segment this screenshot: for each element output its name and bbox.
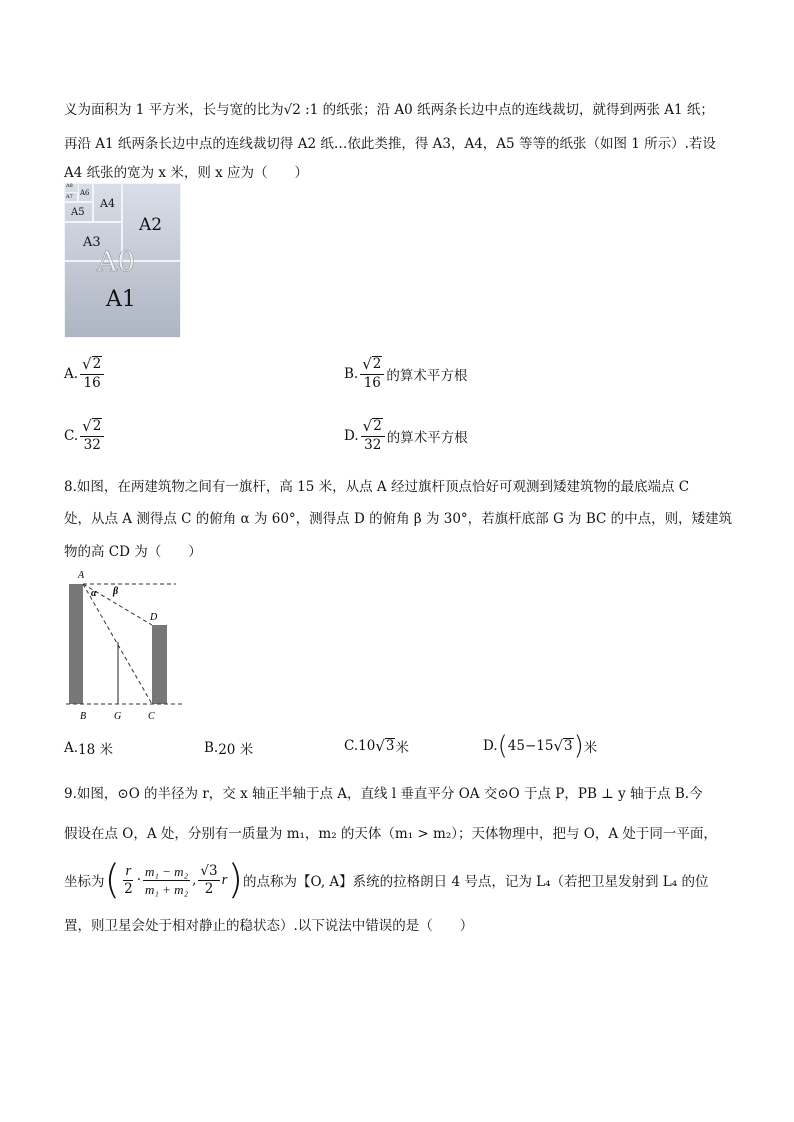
option-label: C. [64, 428, 79, 444]
q9-line-4: 置，则卫星会处于相对静止的稳状态）.以下说法中错误的是（ ） [64, 918, 474, 934]
radicand: 2 [372, 356, 382, 372]
label-b: B [80, 711, 87, 722]
label-a: A [78, 570, 85, 581]
tall-building [69, 584, 83, 704]
q7-option-c[interactable] [64, 418, 106, 454]
option-label: D. [344, 428, 359, 444]
q9-coord-prefix: 坐标为 [64, 874, 105, 890]
denominator: 32 [364, 437, 382, 453]
q9-line-2: 假设在点 O，A 处，分别有一质量为 m₁，m₂ 的天体（m₁ > m₂）；天体物理中，把与 O，A 处于同一平面， [64, 826, 717, 842]
denominator: 32 [83, 437, 101, 453]
q7-line-2: 再沿 A1 纸两条长边中点的连线裁切得 A2 纸…依此类推，得 A3，A4，A5 等等的纸张（如图 1 所示）.若设 [64, 136, 716, 152]
fraction-mass-ratio: $\frac{\text{m₁ − m₂}}{\text{m₁ + m₂}}$ [145, 863, 189, 897]
q8-option-b[interactable] [204, 738, 253, 758]
label-a8: A8 [66, 183, 73, 189]
fraction: √ 2 16 [80, 356, 104, 392]
option-label: B. [344, 366, 359, 382]
option-suffix: 的算术平方根 [386, 430, 468, 446]
label-a0: A0 [97, 245, 136, 278]
option-unit: 米 [395, 740, 409, 756]
option-label: D. [483, 738, 498, 754]
label-c: C [148, 711, 155, 722]
label-a5: A5 [71, 207, 85, 218]
label-g: G [114, 711, 122, 722]
option-label: A. [64, 366, 79, 382]
q8-line-1: 8.如图，在两建筑物之间有一旗杆，高 15 米，从点 A 经过旗杆顶点恰好可观测到矮建筑物的最底端点 C [64, 479, 690, 495]
label-d: D [150, 612, 158, 623]
option-label: B. [204, 740, 219, 756]
radicand: 2 [92, 418, 102, 434]
denominator: 16 [363, 375, 381, 391]
q8-line-3: 物的高 CD 为（ ） [64, 544, 202, 560]
option-coefficient: 10 [358, 738, 376, 754]
fraction-sqrt3-over-2: $\frac{√3}{2}$ [200, 862, 218, 897]
label-a3: A3 [83, 235, 101, 250]
q8-line-2: 处，从点 A 测得点 C 的俯角 α 为 60°，测得点 D 的俯角 β 为 30°，若旗杆底部 G 为 BC 的中点，则，矮建筑 [64, 511, 733, 527]
q9-line-3: 坐标为 ( $\frac{r}{2}$ · $\frac{\text{m₁ − m₂}}{\text{m₁ + m₂}}$ , $\frac{√3}{2}$ r ) 的点称为【O, A】系统的拉格朗日 4 号点，记为 L₄（若把卫星发射到 L₄ 的位 [64, 857, 709, 903]
option-label: A. [64, 740, 79, 756]
q7-line-1: 义为面积为 1 平方米，长与宽的比为√2 :1 的纸张；沿 A0 纸两条长边中点的连线裁切，就得到两张 A1 纸； [64, 102, 714, 118]
short-building [152, 625, 167, 704]
q7-option-a[interactable] [64, 356, 106, 392]
label-beta: β [113, 586, 119, 597]
q7-option-d[interactable] [344, 418, 468, 454]
label-a1: A1 [106, 287, 136, 312]
option-expression: 45−15 [507, 738, 554, 754]
denominator: 16 [83, 375, 101, 391]
q8-option-c[interactable]: C. 10 √ 3 米 [344, 737, 409, 756]
q8-option-d[interactable]: D. ( 45−15 √ 3 ) 米 [483, 731, 598, 761]
building-flagpole-figure [64, 568, 184, 726]
radicand: 3 [385, 738, 395, 754]
q9-coord-suffix: 的点称为【O, A】系统的拉格朗日 4 号点，记为 L₄（若把卫星发射到 L₄ 的位 [243, 874, 709, 890]
q9-line-1: 9.如图，⊙O 的半径为 r，交 x 轴正半轴于点 A，直线 l 垂直平分 OA 交⊙O 于点 P，PB ⊥ y 轴于点 B.今 [64, 786, 703, 802]
label-a6: A6 [80, 189, 90, 197]
fraction: √ 2 32 [80, 418, 104, 454]
option-unit: 米 [583, 740, 598, 756]
q7-option-b[interactable] [344, 356, 467, 392]
option-suffix: 的算术平方根 [386, 368, 468, 384]
label-a2: A2 [139, 215, 163, 235]
option-text: 18 米 [78, 742, 114, 758]
fraction-r-over-2: $\frac{r}{2}$ [124, 862, 133, 897]
paper-sizes-figure [64, 183, 181, 338]
radicand: 2 [373, 418, 382, 434]
label-a4: A4 [100, 197, 115, 210]
radicand: 3 [564, 738, 573, 754]
radicand: 2 [92, 356, 102, 372]
option-text: 20 米 [218, 742, 254, 758]
fraction: √ 2 32 [361, 418, 385, 454]
label-alpha: α [91, 588, 97, 599]
q7-line-3: A4 纸张的宽为 x 米，则 x 应为（ ） [64, 165, 309, 181]
label-a7: A7 [66, 194, 73, 200]
option-label: C. [344, 738, 359, 754]
fraction: √ 2 16 [360, 356, 384, 392]
q8-option-a[interactable] [64, 738, 113, 758]
